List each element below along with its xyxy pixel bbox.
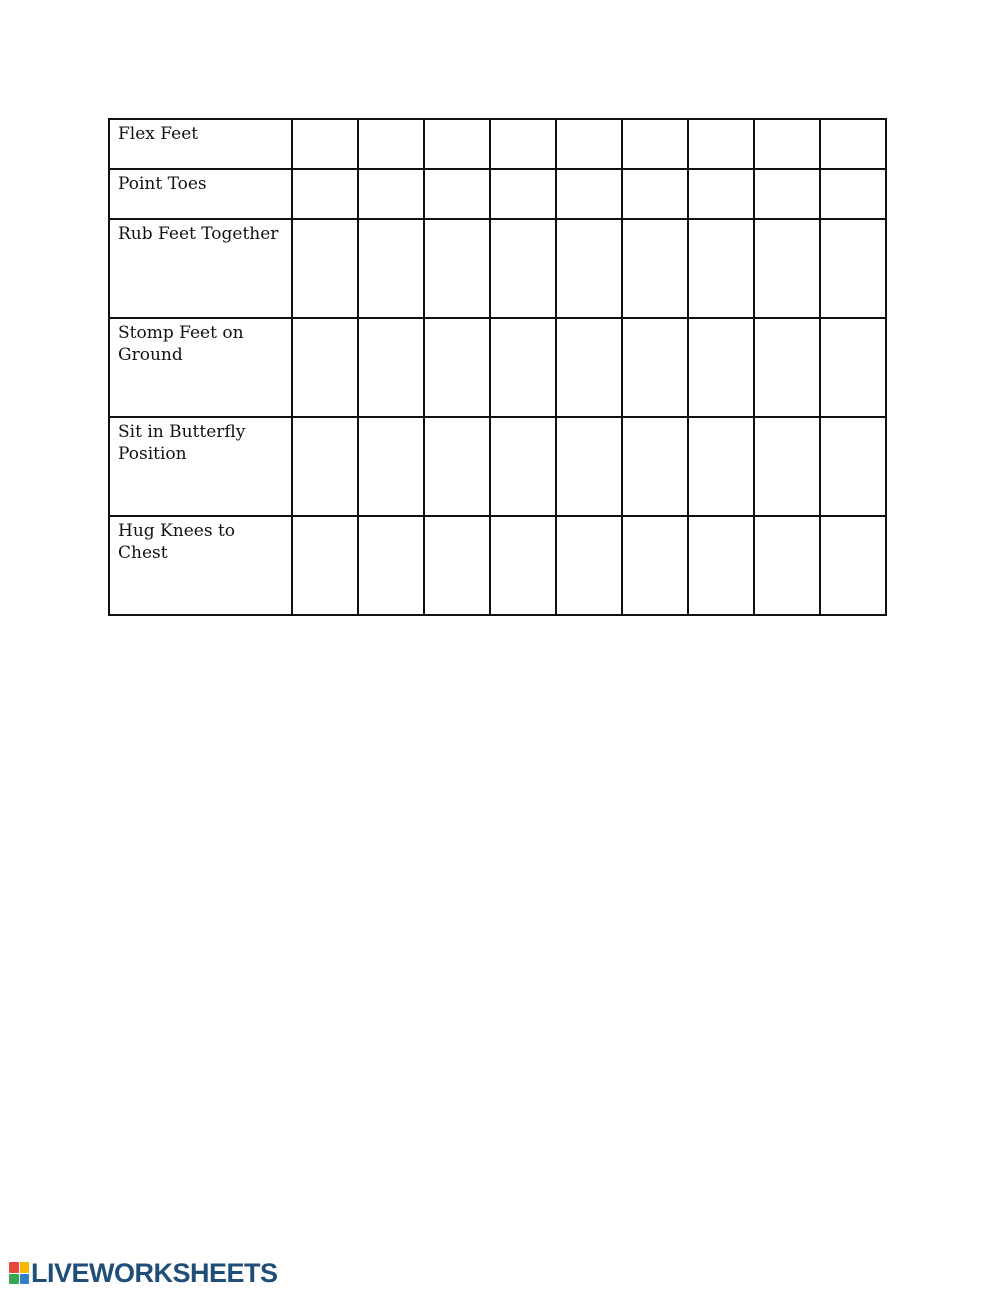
exercise-label-cell (109, 318, 292, 417)
tracking-cell[interactable] (754, 417, 820, 516)
tracking-cell[interactable] (556, 219, 622, 318)
tracking-cell[interactable] (556, 516, 622, 615)
exercise-label: Rub Feet Together (118, 224, 279, 244)
tracking-cell[interactable] (358, 219, 424, 318)
tracking-cell[interactable] (358, 516, 424, 615)
tracking-cell[interactable] (754, 516, 820, 615)
tracking-cell[interactable] (754, 219, 820, 318)
tracking-cell[interactable] (358, 119, 424, 169)
tracking-cell[interactable] (556, 169, 622, 219)
exercise-table (108, 118, 887, 616)
tracking-cell[interactable] (292, 169, 358, 219)
tracking-cell[interactable] (820, 516, 886, 615)
tracking-cell[interactable] (622, 516, 688, 615)
tracking-cell[interactable] (292, 516, 358, 615)
tracking-cell[interactable] (820, 169, 886, 219)
tracking-cell[interactable] (820, 119, 886, 169)
tracking-cell[interactable] (622, 318, 688, 417)
tracking-cell[interactable] (358, 318, 424, 417)
tracking-cell[interactable] (424, 119, 490, 169)
tracking-cell[interactable] (424, 318, 490, 417)
tracking-cell[interactable] (490, 119, 556, 169)
tracking-cell[interactable] (688, 219, 754, 318)
tracking-cell[interactable] (820, 318, 886, 417)
tracking-cell[interactable] (292, 119, 358, 169)
tracking-cell[interactable] (622, 417, 688, 516)
exercise-label-cell (109, 119, 292, 169)
tracking-cell[interactable] (688, 318, 754, 417)
exercise-label-cell (109, 417, 292, 516)
exercise-label-cell (109, 516, 292, 615)
tracking-cell[interactable] (754, 318, 820, 417)
tracking-cell[interactable] (292, 318, 358, 417)
table-row (109, 516, 886, 615)
tracking-cell[interactable] (358, 169, 424, 219)
tracking-cell[interactable] (292, 219, 358, 318)
tracking-cell[interactable] (688, 417, 754, 516)
table-row (109, 219, 886, 318)
tracking-cell[interactable] (490, 516, 556, 615)
exercise-label: Flex Feet (118, 124, 199, 144)
exercise-label-cell (109, 219, 292, 318)
tracking-cell[interactable] (688, 119, 754, 169)
tracking-cell[interactable] (424, 516, 490, 615)
tracking-cell[interactable] (556, 119, 622, 169)
liveworksheets-logo-mark-icon (9, 1262, 29, 1284)
tracking-cell[interactable] (490, 417, 556, 516)
tracking-cell[interactable] (688, 516, 754, 615)
tracking-cell[interactable] (490, 219, 556, 318)
exercise-label: Point Toes (118, 174, 207, 194)
exercise-label: Stomp Feet on Ground (118, 323, 244, 365)
exercise-label-cell (109, 169, 292, 219)
tracking-cell[interactable] (358, 417, 424, 516)
tracking-cell[interactable] (424, 219, 490, 318)
tracking-cell[interactable] (622, 169, 688, 219)
tracking-cell[interactable] (820, 219, 886, 318)
table-row (109, 119, 886, 169)
tracking-cell[interactable] (622, 119, 688, 169)
tracking-cell[interactable] (424, 417, 490, 516)
tracking-cell[interactable] (688, 169, 754, 219)
tracking-cell[interactable] (754, 119, 820, 169)
tracking-cell[interactable] (622, 219, 688, 318)
table-row (109, 417, 886, 516)
tracking-cell[interactable] (556, 318, 622, 417)
exercise-label: Sit in Butterfly Position (118, 422, 246, 464)
table-row (109, 169, 886, 219)
tracking-cell[interactable] (424, 169, 490, 219)
tracking-cell[interactable] (490, 169, 556, 219)
liveworksheets-logo (9, 1258, 278, 1288)
tracking-cell[interactable] (754, 169, 820, 219)
liveworksheets-wordmark: LIVEWORKSHEETS (31, 1258, 278, 1288)
tracking-cell[interactable] (556, 417, 622, 516)
tracking-cell[interactable] (292, 417, 358, 516)
tracking-cell[interactable] (820, 417, 886, 516)
exercise-label: Hug Knees to Chest (118, 521, 236, 563)
tracking-cell[interactable] (490, 318, 556, 417)
table-row (109, 318, 886, 417)
